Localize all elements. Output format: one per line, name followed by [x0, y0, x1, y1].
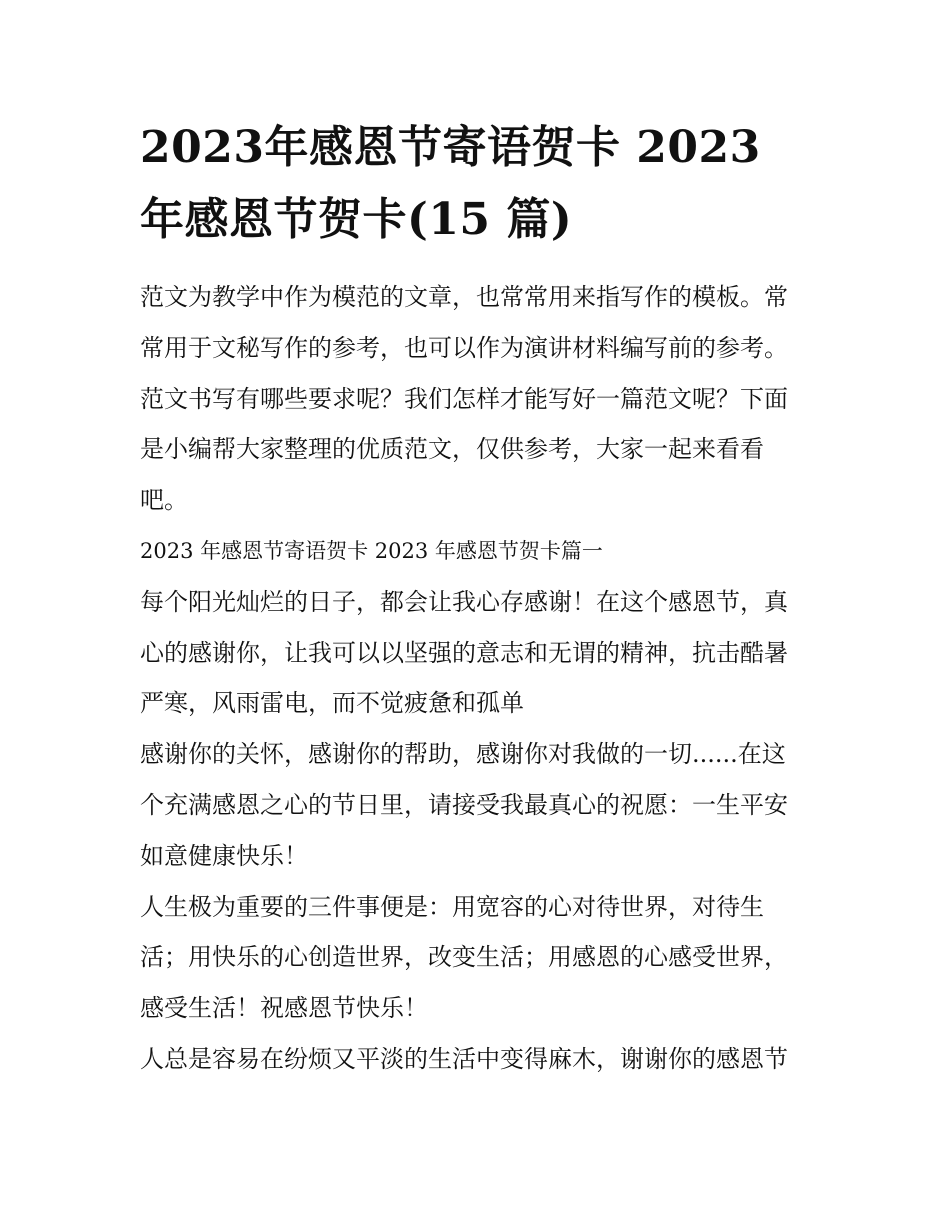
text-line: 严寒，风雨雷电，而不觉疲惫和孤单 [140, 689, 524, 718]
body-paragraph [140, 882, 815, 1034]
body-paragraph [140, 729, 815, 881]
intro-paragraph [140, 272, 815, 526]
document-body [140, 272, 815, 1085]
text-line: 范文为教学中作为模范的文章，也常常用来指写作的模板。常 [140, 283, 788, 311]
text-line: 人生极为重要的三件事便是：用宽容的心对待世界，对待生 [140, 892, 764, 921]
text-line: 如意健康快乐！ [140, 841, 308, 870]
title-line: 2023年感恩节寄语贺卡 2023 [140, 122, 761, 173]
text-line: 范文书写有哪些要求呢？我们怎样才能写好一篇范文呢？下面 [140, 384, 788, 413]
document-title [140, 112, 815, 256]
text-line: 是小编帮大家整理的优质范文，仅供参考，大家一起来看看 [140, 435, 764, 464]
text-line: 个充满感恩之心的节日里，请接受我最真心的祝愿：一生平安 [140, 790, 788, 819]
text-line: 每个阳光灿烂的日子，都会让我心存感谢！在这个感恩节，真 [140, 587, 788, 616]
title-line: 年感恩节贺卡(15 篇) [140, 194, 573, 245]
section-heading: 2023 年感恩节寄语贺卡 2023 年感恩节贺卡篇一 [140, 538, 603, 563]
text-line: 感谢你的关怀，感谢你的帮助，感谢你对我做的一切......在这 [140, 740, 786, 769]
document-page [140, 112, 815, 1085]
text-line: 心的感谢你，让我可以以坚强的意志和无谓的精神，抗击酷暑 [140, 638, 788, 667]
text-line: 常用于文秘写作的参考，也可以作为演讲材料编写前的参考。 [140, 333, 788, 362]
body-paragraph [140, 1034, 815, 1085]
text-line: 吧。 [140, 486, 188, 515]
body-paragraph [140, 577, 815, 729]
text-line: 活；用快乐的心创造世界，改变生活；用感恩的心感受世界， [140, 943, 788, 972]
text-line: 人总是容易在纷烦又平淡的生活中变得麻木，谢谢你的感恩节 [140, 1044, 788, 1073]
text-line: 感受生活！祝感恩节快乐！ [140, 994, 428, 1023]
